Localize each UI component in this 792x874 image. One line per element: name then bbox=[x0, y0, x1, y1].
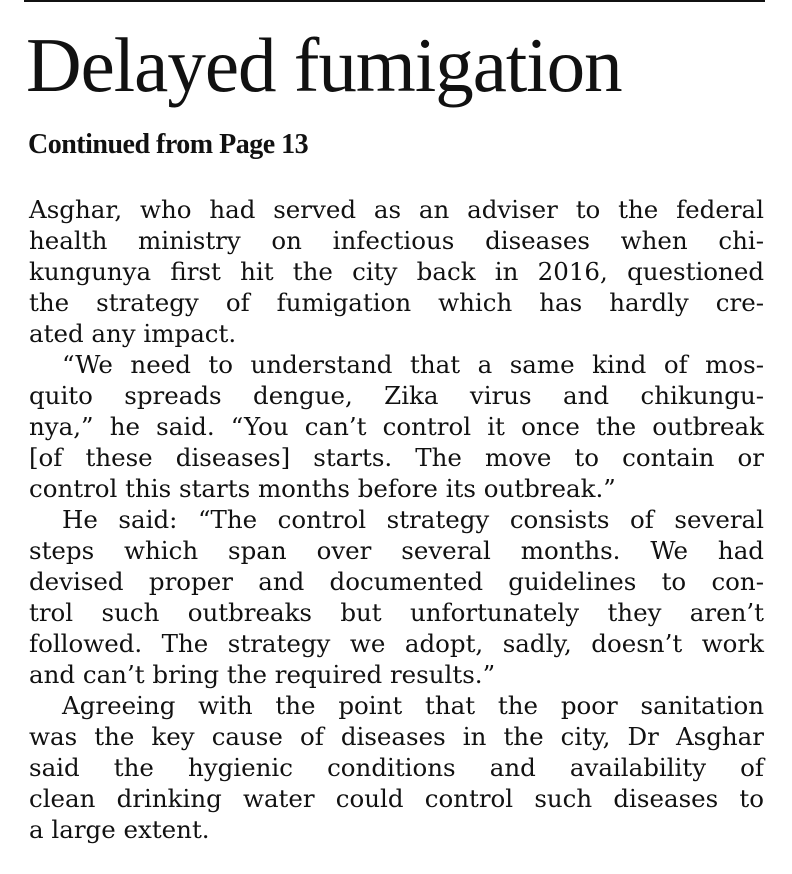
continued-from-label: Continued from Page 13 bbox=[28, 129, 309, 160]
article-line: [of these diseases] starts. The move to contain or bbox=[29, 443, 764, 472]
article-line: trol such outbreaks but unfortunately they aren’t bbox=[29, 598, 764, 627]
article-line: said the hygienic conditions and availability of bbox=[29, 753, 764, 782]
article-line: the strategy of fumigation which has hardly cre- bbox=[29, 288, 764, 317]
article-line: Agreeing with the point that the poor sanitation bbox=[62, 691, 764, 720]
headline: Delayed fumigation bbox=[26, 22, 622, 108]
article-line: devised proper and documented guidelines to con- bbox=[29, 567, 764, 596]
article-line: a large extent. bbox=[29, 815, 210, 844]
article-line: clean drinking water could control such diseases to bbox=[29, 784, 764, 813]
article-line: health ministry on infectious diseases when chi- bbox=[29, 226, 764, 255]
article-line: steps which span over several months. We had bbox=[29, 536, 764, 565]
article-line: control this starts months before its outbreak.” bbox=[29, 474, 616, 503]
article-line: He said: “The control strategy consists of several bbox=[62, 505, 764, 534]
article-line: was the key cause of diseases in the city, Dr Asghar bbox=[29, 722, 764, 751]
article-line: and can’t bring the required results.” bbox=[29, 660, 496, 689]
article-line: kungunya first hit the city back in 2016, questioned bbox=[29, 257, 764, 286]
article-line: “We need to understand that a same kind of mos- bbox=[62, 350, 764, 379]
top-rule bbox=[24, 0, 765, 2]
article-body bbox=[29, 194, 764, 845]
article-line: followed. The strategy we adopt, sadly, doesn’t work bbox=[29, 629, 764, 658]
article-line: quito spreads dengue, Zika virus and chikungu- bbox=[29, 381, 764, 410]
article-line: nya,” he said. “You can’t control it once the outbreak bbox=[29, 412, 764, 441]
article-line: Asghar, who had served as an adviser to the federal bbox=[29, 195, 764, 224]
article-line: ated any impact. bbox=[29, 319, 237, 348]
